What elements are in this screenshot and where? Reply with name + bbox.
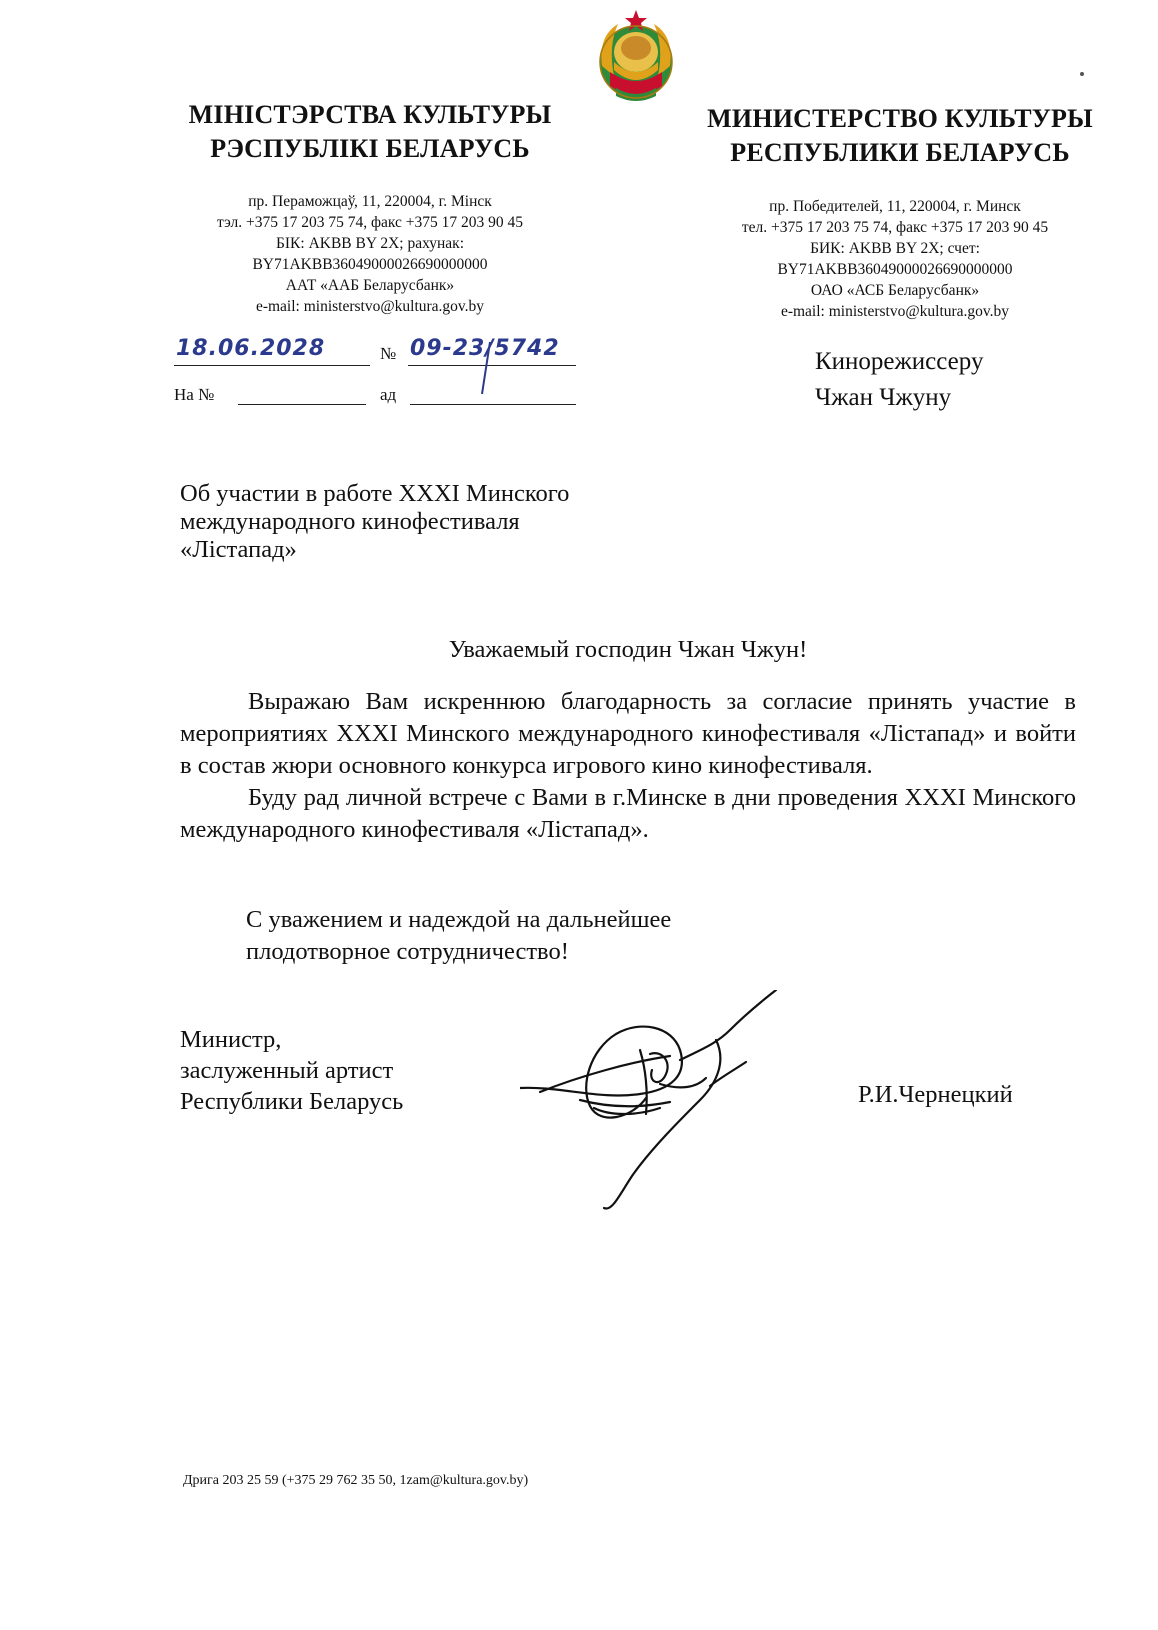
- address-block-ru: [680, 196, 1110, 322]
- registration-date-field: [174, 338, 370, 366]
- number-label: №: [380, 344, 397, 363]
- ministry-title-by-line1: МІНІСТЭРСТВА КУЛЬТУРЫ: [188, 100, 552, 129]
- ministry-title-ru-line1: МИНИСТЕРСТВО КУЛЬТУРЫ: [707, 104, 1093, 133]
- address-block-by: [150, 191, 590, 317]
- address-line: пр. Пераможцаў, 11, 220004, г. Мінск: [248, 193, 492, 210]
- signatory-title-line: Министр,: [180, 1026, 282, 1053]
- bank-code-line: БИК: AKBB BY 2X; счет:: [810, 240, 980, 257]
- handwritten-signature: [520, 990, 820, 1250]
- subject-line: международного кинофестиваля: [180, 508, 520, 535]
- ministry-title-ru: [690, 102, 1110, 170]
- addressee-position: Кинорежиссеру: [815, 348, 984, 375]
- signatory-name: Р.И.Чернецкий: [858, 1081, 1013, 1108]
- closing: [246, 904, 671, 968]
- signatory-title-line: заслуженный артист: [180, 1057, 394, 1084]
- greeting: Уважаемый господин Чжан Чжун!: [448, 636, 808, 663]
- bank-line: ААТ «ААБ Беларусбанк»: [285, 277, 455, 294]
- registration-number: 09-23/5742: [410, 336, 560, 361]
- signatory-title: [180, 1024, 403, 1117]
- body-paragraph: Выражаю Вам искреннюю благодарность за согласие принять участие в мероприятиях XXXI Минского международного кинофестиваля «Лістапад» и войти в состав жюри основного конкурса игрового кино кинофестиваля.: [180, 688, 1076, 779]
- bank-line: ОАО «АСБ Беларусбанк»: [810, 282, 980, 299]
- emblem-icon: [588, 6, 684, 106]
- addressee-name: Чжан Чжуну: [815, 384, 952, 411]
- signatory-title-line: Республики Беларусь: [180, 1088, 404, 1115]
- registration-date: 18.06.2028: [176, 336, 326, 361]
- closing-line: плодотворное сотрудничество!: [246, 938, 569, 965]
- reference-date-blank: [410, 386, 576, 405]
- scan-speck: [1080, 72, 1084, 76]
- reference-label: На №: [174, 385, 215, 404]
- executor-contact: Дрига 203 25 59 (+375 29 762 35 50, 1zam@kultura.gov.by): [183, 1473, 529, 1488]
- email-line: e-mail: ministerstvo@kultura.gov.by: [255, 298, 485, 315]
- ministry-title-by-line2: РЭСПУБЛІКІ БЕЛАРУСЬ: [210, 134, 530, 163]
- addressee: [815, 344, 983, 416]
- body-paragraph: Буду рад личной встрече с Вами в г.Минске в дни проведения XXXI Минского международного кинофестиваля «Лістапад».: [180, 784, 1076, 843]
- account-line: BY71AKBB36049000026690000000: [252, 256, 488, 273]
- bank-code-line: БІК: AKBB BY 2X; рахунак:: [275, 235, 465, 252]
- phone-line: тел. +375 17 203 75 74, факс +375 17 203 90 45: [741, 219, 1049, 236]
- closing-line: С уважением и надеждой на дальнейшее: [246, 906, 672, 933]
- ministry-title-by: [160, 98, 580, 166]
- subject-line: Об участии в работе XXXI Минского: [180, 480, 570, 507]
- email-line: e-mail: ministerstvo@kultura.gov.by: [780, 303, 1010, 320]
- from-label: ад: [380, 385, 397, 404]
- subject: [180, 480, 700, 564]
- account-line: BY71AKBB36049000026690000000: [777, 261, 1013, 278]
- subject-line: «Лістапад»: [180, 536, 297, 563]
- letter-body: [180, 686, 1076, 846]
- reference-number-blank: [238, 386, 366, 405]
- address-line: пр. Победителей, 11, 220004, г. Минск: [769, 198, 1021, 215]
- phone-line: тэл. +375 17 203 75 74, факс +375 17 203 90 45: [216, 214, 524, 231]
- ministry-title-ru-line2: РЕСПУБЛИКИ БЕЛАРУСЬ: [730, 138, 1070, 167]
